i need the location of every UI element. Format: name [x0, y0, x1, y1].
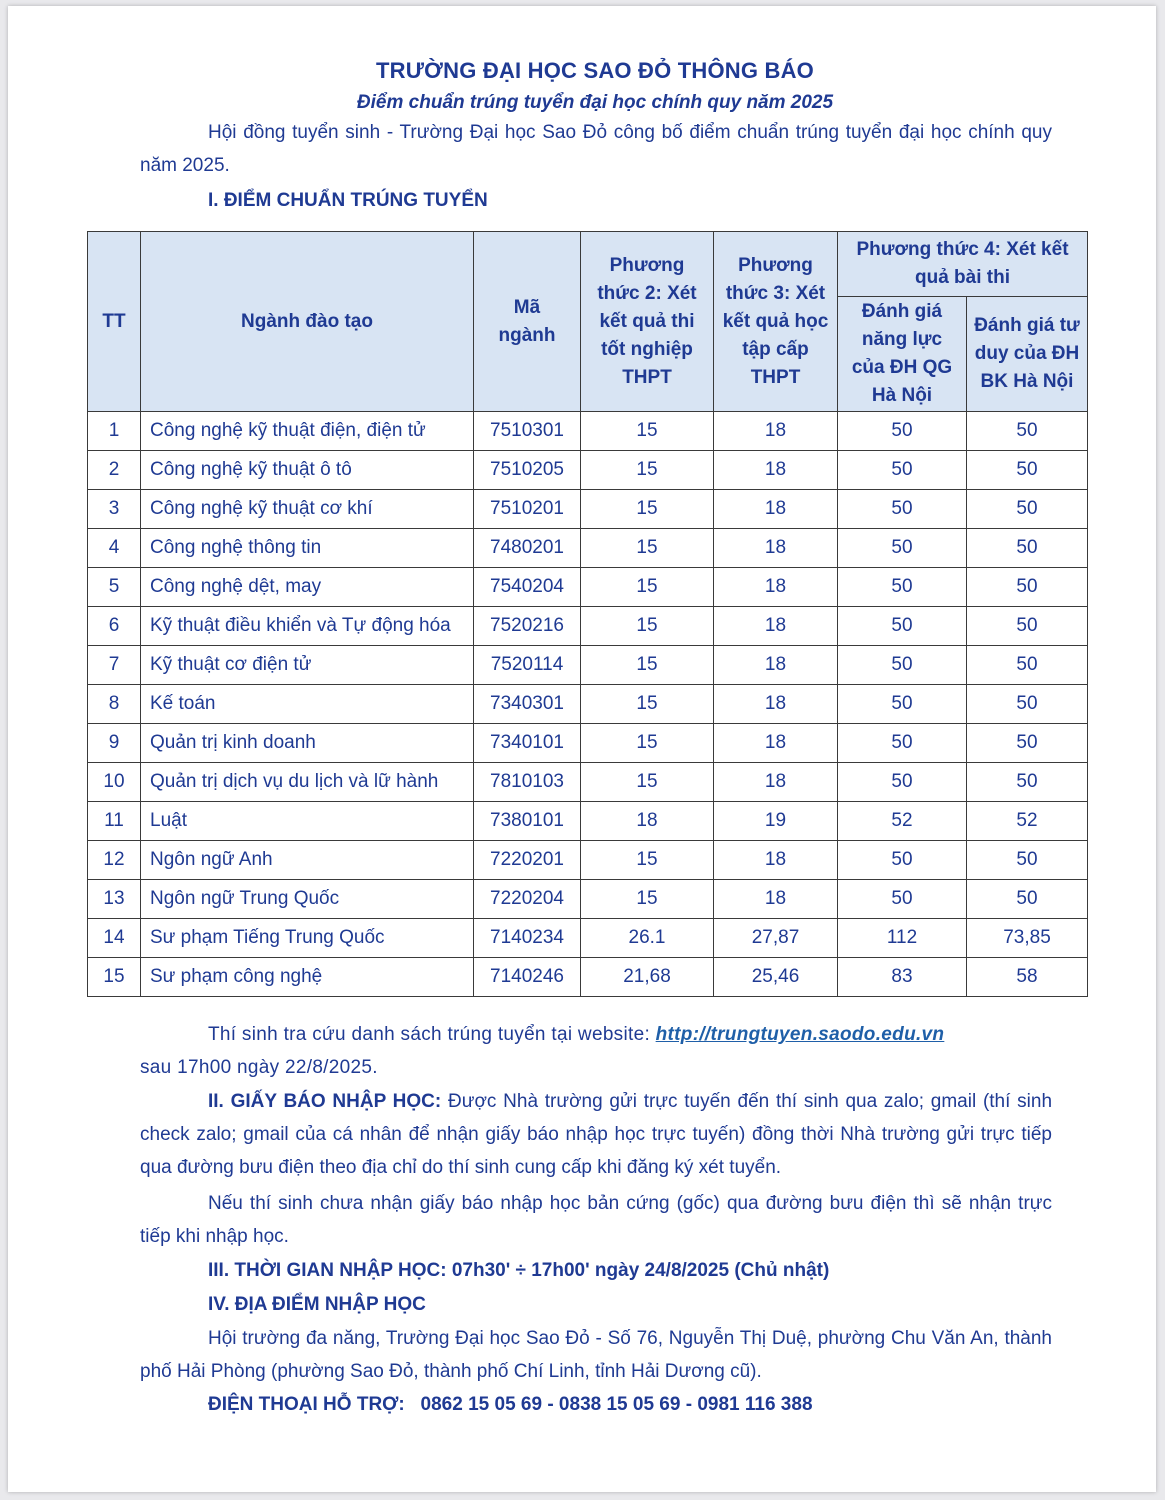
section-1-heading: I. ĐIỂM CHUẨN TRÚNG TUYỂN	[208, 190, 488, 211]
section-4-heading: IV. ĐỊA ĐIỂM NHẬP HỌC	[208, 1294, 426, 1315]
table-row	[88, 529, 1088, 568]
row-major: Công nghệ kỹ thuật điện, điện tử	[141, 412, 474, 451]
lookup-after: sau 17h00 ngày 22/8/2025.	[140, 1057, 378, 1078]
row-code: 7220204	[474, 880, 581, 919]
row-code: 7510201	[474, 490, 581, 529]
section-2-text: Được Nhà trường gửi trực tuyến đến thí sinh qua zalo; gmail (thí sinh check zalo; gmail của cá nhân để nhận giấy báo nhập học trực tuyến) đồng thời Nhà trường gửi trực tiếp qua đường bưu điện theo địa chỉ do thí sinh cung cấp khi đăng ký xét tuyển.	[140, 1091, 1053, 1178]
row-method-2: 21,68	[581, 958, 714, 997]
row-method-3: 19	[714, 802, 838, 841]
table-row	[88, 451, 1088, 490]
header-method-2: Phương thức 2: Xét kết quả thi tốt nghiệp THPT	[581, 232, 714, 412]
header-method-3: Phương thức 3: Xét kết quả học tập cấp THPT	[714, 232, 838, 412]
row-tt: 4	[88, 529, 141, 568]
row-method-2: 15	[581, 412, 714, 451]
lookup-paragraph	[140, 1018, 1052, 1084]
row-major: Công nghệ kỹ thuật ô tô	[141, 451, 474, 490]
row-method-4a: 52	[838, 802, 967, 841]
row-method-3: 18	[714, 529, 838, 568]
row-tt: 8	[88, 685, 141, 724]
table-row	[88, 685, 1088, 724]
row-method-4a: 50	[838, 763, 967, 802]
section-2-note-text: Nếu thí sinh chưa nhận giấy báo nhập học bản cứng (gốc) qua đường bưu điện thì sẽ nhận trực tiếp khi nhập học.	[140, 1193, 1052, 1247]
row-tt: 15	[88, 958, 141, 997]
row-major: Công nghệ dệt, may	[141, 568, 474, 607]
table-row	[88, 607, 1088, 646]
row-method-4a: 50	[838, 880, 967, 919]
row-tt: 12	[88, 841, 141, 880]
row-method-2: 15	[581, 568, 714, 607]
intro-text: Hội đồng tuyển sinh - Trường Đại học Sao Đỏ công bố điểm chuẩn trúng tuyển đại học chính quy năm 2025.	[140, 122, 1052, 176]
section-3-heading: III. THỜI GIAN NHẬP HỌC: 07h30ʹ ÷ 17h00ʹ ngày 24/8/2025 (Chủ nhật)	[208, 1260, 830, 1281]
table-row	[88, 412, 1088, 451]
row-method-3: 18	[714, 568, 838, 607]
row-method-3: 27,87	[714, 919, 838, 958]
row-method-2: 15	[581, 841, 714, 880]
header-code: Mã ngành	[474, 232, 581, 412]
row-method-2: 15	[581, 451, 714, 490]
row-method-2: 15	[581, 646, 714, 685]
row-major: Quản trị dịch vụ du lịch và lữ hành	[141, 763, 474, 802]
section-2-heading: II. GIẤY BÁO NHẬP HỌC:	[208, 1091, 442, 1112]
row-code: 7380101	[474, 802, 581, 841]
row-tt: 13	[88, 880, 141, 919]
row-method-4b: 50	[967, 763, 1088, 802]
row-major: Quản trị kinh doanh	[141, 724, 474, 763]
table-row	[88, 958, 1088, 997]
row-method-4a: 50	[838, 724, 967, 763]
table-row	[88, 880, 1088, 919]
row-code: 7540204	[474, 568, 581, 607]
row-method-4b: 50	[967, 646, 1088, 685]
row-major: Sư phạm công nghệ	[141, 958, 474, 997]
row-code: 7510301	[474, 412, 581, 451]
row-tt: 9	[88, 724, 141, 763]
row-method-2: 15	[581, 490, 714, 529]
row-tt: 1	[88, 412, 141, 451]
row-method-4a: 50	[838, 490, 967, 529]
lookup-text: Thí sinh tra cứu danh sách trúng tuyển tại website:	[208, 1024, 651, 1045]
row-tt: 10	[88, 763, 141, 802]
section-4-text: Hội trường đa năng, Trường Đại học Sao Đỏ - Số 76, Nguyễn Thị Duệ, phường Chu Văn An, thành phố Hải Phòng (phường Sao Đỏ, thành phố Chí Linh, tỉnh Hải Dương cũ).	[140, 1328, 1052, 1382]
row-method-4b: 50	[967, 841, 1088, 880]
row-method-4a: 50	[838, 841, 967, 880]
row-method-4a: 50	[838, 529, 967, 568]
row-code: 7220201	[474, 841, 581, 880]
row-tt: 2	[88, 451, 141, 490]
header-method-4: Phương thức 4: Xét kết quả bài thi	[838, 232, 1088, 297]
support-label: ĐIỆN THOẠI HỖ TRỢ:	[208, 1394, 405, 1415]
support-numbers: 0862 15 05 69 - 0838 15 05 69 - 0981 116 388	[420, 1394, 813, 1415]
row-code: 7140246	[474, 958, 581, 997]
row-method-2: 18	[581, 802, 714, 841]
header-method-4b: Đánh giá tư duy của ĐH BK Hà Nội	[967, 297, 1088, 412]
lookup-link[interactable]: http://trungtuyen.saodo.edu.vn	[655, 1024, 945, 1045]
row-method-4b: 50	[967, 412, 1088, 451]
row-tt: 11	[88, 802, 141, 841]
page-title: TRƯỜNG ĐẠI HỌC SAO ĐỎ THÔNG BÁO	[376, 58, 814, 83]
row-method-4b: 50	[967, 451, 1088, 490]
support-phones	[208, 1394, 813, 1416]
row-method-4a: 50	[838, 568, 967, 607]
row-major: Ngôn ngữ Trung Quốc	[141, 880, 474, 919]
section-2-note	[140, 1187, 1052, 1253]
row-method-4a: 50	[838, 646, 967, 685]
row-method-4b: 50	[967, 880, 1088, 919]
intro-paragraph	[140, 116, 1052, 182]
row-method-3: 18	[714, 724, 838, 763]
table-row	[88, 724, 1088, 763]
row-code: 7520216	[474, 607, 581, 646]
row-method-3: 18	[714, 490, 838, 529]
row-code: 7480201	[474, 529, 581, 568]
row-method-4b: 73,85	[967, 919, 1088, 958]
row-method-4b: 58	[967, 958, 1088, 997]
table-row	[88, 919, 1088, 958]
row-method-3: 18	[714, 763, 838, 802]
row-method-4a: 83	[838, 958, 967, 997]
row-tt: 7	[88, 646, 141, 685]
table-row	[88, 763, 1088, 802]
table-row	[88, 841, 1088, 880]
row-method-4b: 50	[967, 724, 1088, 763]
section-2-paragraph	[140, 1085, 1052, 1184]
row-method-4b: 50	[967, 685, 1088, 724]
row-method-3: 18	[714, 685, 838, 724]
row-method-4a: 112	[838, 919, 967, 958]
scores-table	[87, 231, 1088, 997]
table-row	[88, 568, 1088, 607]
row-major: Kỹ thuật cơ điện tử	[141, 646, 474, 685]
row-method-3: 18	[714, 607, 838, 646]
row-major: Công nghệ thông tin	[141, 529, 474, 568]
row-method-2: 15	[581, 529, 714, 568]
row-method-2: 15	[581, 763, 714, 802]
row-tt: 3	[88, 490, 141, 529]
row-method-2: 26.1	[581, 919, 714, 958]
page-subtitle: Điểm chuẩn trúng tuyển đại học chính quy năm 2025	[356, 92, 834, 113]
row-tt: 14	[88, 919, 141, 958]
row-major: Ngôn ngữ Anh	[141, 841, 474, 880]
header-tt: TT	[88, 232, 141, 412]
header-major: Ngành đào tạo	[141, 232, 474, 412]
row-method-3: 18	[714, 451, 838, 490]
row-code: 7810103	[474, 763, 581, 802]
row-method-4b: 50	[967, 607, 1088, 646]
row-method-2: 15	[581, 607, 714, 646]
row-code: 7340101	[474, 724, 581, 763]
row-method-3: 18	[714, 646, 838, 685]
row-method-3: 18	[714, 412, 838, 451]
header-method-4a: Đánh giá năng lực của ĐH QG Hà Nội	[838, 297, 967, 412]
row-method-3: 18	[714, 841, 838, 880]
row-method-4a: 50	[838, 451, 967, 490]
row-method-4b: 50	[967, 568, 1088, 607]
row-method-4b: 50	[967, 490, 1088, 529]
row-method-2: 15	[581, 685, 714, 724]
row-method-2: 15	[581, 724, 714, 763]
row-method-2: 15	[581, 880, 714, 919]
section-4-paragraph	[140, 1322, 1052, 1388]
row-major: Kế toán	[141, 685, 474, 724]
row-tt: 6	[88, 607, 141, 646]
table-row	[88, 802, 1088, 841]
row-method-3: 18	[714, 880, 838, 919]
row-code: 7520114	[474, 646, 581, 685]
row-code: 7340301	[474, 685, 581, 724]
table-row	[88, 646, 1088, 685]
row-code: 7140234	[474, 919, 581, 958]
row-method-4a: 50	[838, 412, 967, 451]
row-major: Sư phạm Tiếng Trung Quốc	[141, 919, 474, 958]
table-row	[88, 490, 1088, 529]
row-method-4b: 52	[967, 802, 1088, 841]
row-method-4b: 50	[967, 529, 1088, 568]
row-method-3: 25,46	[714, 958, 838, 997]
row-method-4a: 50	[838, 685, 967, 724]
row-major: Kỹ thuật điều khiển và Tự động hóa	[141, 607, 474, 646]
row-major: Công nghệ kỹ thuật cơ khí	[141, 490, 474, 529]
row-major: Luật	[141, 802, 474, 841]
row-tt: 5	[88, 568, 141, 607]
row-code: 7510205	[474, 451, 581, 490]
row-method-4a: 50	[838, 607, 967, 646]
